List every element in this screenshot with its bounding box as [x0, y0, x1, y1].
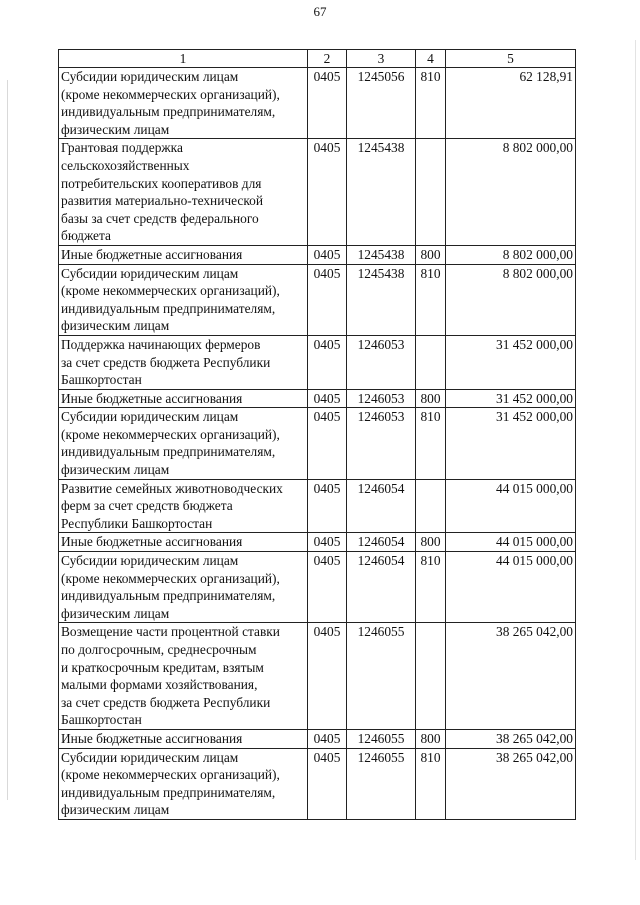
scan-margin-line-left — [7, 80, 8, 800]
table-row — [59, 389, 576, 408]
row-name-cell: Субсидии юридическим лицам (кроме некоммерческих организаций), индивидуальным предпринимателям, физическим лицам — [59, 408, 308, 479]
section-code-cell: 0405 — [308, 533, 347, 552]
target-article-cell: 1246055 — [347, 623, 416, 730]
budget-table-body — [59, 50, 576, 820]
amount-cell: 44 015 000,00 — [446, 533, 576, 552]
amount-cell: 31 452 000,00 — [446, 335, 576, 389]
amount-cell: 62 128,91 — [446, 68, 576, 139]
row-name-cell: Субсидии юридическим лицам (кроме некоммерческих организаций), индивидуальным предпринимателям, физическим лицам — [59, 748, 308, 819]
table-row — [59, 335, 576, 389]
expense-type-cell: 800 — [416, 389, 446, 408]
amount-cell: 38 265 042,00 — [446, 729, 576, 748]
section-code-cell: 0405 — [308, 479, 347, 533]
row-name-cell: Иные бюджетные ассигнования — [59, 533, 308, 552]
row-name-cell: Иные бюджетные ассигнования — [59, 729, 308, 748]
target-article-cell: 1245438 — [347, 139, 416, 246]
amount-cell: 38 265 042,00 — [446, 623, 576, 730]
target-article-cell: 1245056 — [347, 68, 416, 139]
amount-cell: 8 802 000,00 — [446, 245, 576, 264]
section-code-cell: 0405 — [308, 408, 347, 479]
expense-type-cell: 800 — [416, 533, 446, 552]
page-number: 67 — [313, 4, 327, 19]
column-header-5: 5 — [446, 50, 576, 68]
table-row — [59, 729, 576, 748]
target-article-cell: 1246055 — [347, 729, 416, 748]
table-row — [59, 139, 576, 246]
budget-table — [58, 49, 576, 820]
table-row — [59, 533, 576, 552]
section-code-cell: 0405 — [308, 335, 347, 389]
expense-type-cell — [416, 139, 446, 246]
row-name-cell: Субсидии юридическим лицам (кроме некоммерческих организаций), индивидуальным предпринимателям, физическим лицам — [59, 264, 308, 335]
section-code-cell: 0405 — [308, 729, 347, 748]
row-name-cell: Поддержка начинающих фермеров за счет средств бюджета Республики Башкортостан — [59, 335, 308, 389]
row-name-cell: Иные бюджетные ассигнования — [59, 389, 308, 408]
section-code-cell: 0405 — [308, 68, 347, 139]
table-row — [59, 408, 576, 479]
section-code-cell: 0405 — [308, 748, 347, 819]
expense-type-cell — [416, 335, 446, 389]
amount-cell: 44 015 000,00 — [446, 479, 576, 533]
section-code-cell: 0405 — [308, 264, 347, 335]
amount-cell: 44 015 000,00 — [446, 552, 576, 623]
amount-cell: 31 452 000,00 — [446, 408, 576, 479]
section-code-cell: 0405 — [308, 245, 347, 264]
target-article-cell: 1245438 — [347, 264, 416, 335]
target-article-cell: 1246053 — [347, 335, 416, 389]
section-code-cell: 0405 — [308, 389, 347, 408]
row-name-cell: Иные бюджетные ассигнования — [59, 245, 308, 264]
table-row — [59, 264, 576, 335]
expense-type-cell: 810 — [416, 408, 446, 479]
expense-type-cell — [416, 623, 446, 730]
section-code-cell: 0405 — [308, 552, 347, 623]
target-article-cell: 1246053 — [347, 389, 416, 408]
expense-type-cell: 800 — [416, 245, 446, 264]
target-article-cell: 1246055 — [347, 748, 416, 819]
row-name-cell: Развитие семейных животноводческих ферм за счет средств бюджета Республики Башкортостан — [59, 479, 308, 533]
scan-margin-line-right — [635, 40, 636, 860]
expense-type-cell: 800 — [416, 729, 446, 748]
amount-cell: 38 265 042,00 — [446, 748, 576, 819]
table-row — [59, 623, 576, 730]
expense-type-cell: 810 — [416, 748, 446, 819]
row-name-cell: Субсидии юридическим лицам (кроме некоммерческих организаций), индивидуальным предпринимателям, физическим лицам — [59, 552, 308, 623]
expense-type-cell: 810 — [416, 68, 446, 139]
table-row — [59, 68, 576, 139]
amount-cell: 8 802 000,00 — [446, 139, 576, 246]
amount-cell: 31 452 000,00 — [446, 389, 576, 408]
expense-type-cell: 810 — [416, 264, 446, 335]
table-row — [59, 245, 576, 264]
row-name-cell: Грантовая поддержка сельскохозяйственных потребительских кооперативов для развития материально-технической базы за счет средств федерального бюджета — [59, 139, 308, 246]
table-row — [59, 479, 576, 533]
column-header-1: 1 — [59, 50, 308, 68]
section-code-cell: 0405 — [308, 623, 347, 730]
target-article-cell: 1246053 — [347, 408, 416, 479]
amount-cell: 8 802 000,00 — [446, 264, 576, 335]
target-article-cell: 1246054 — [347, 533, 416, 552]
row-name-cell: Возмещение части процентной ставки по долгосрочным, среднесрочным и краткосрочным кредитам, взятым малыми формами хозяйствования, за счет средств бюджета Республики Башкортостан — [59, 623, 308, 730]
target-article-cell: 1246054 — [347, 479, 416, 533]
table-row — [59, 748, 576, 819]
expense-type-cell: 810 — [416, 552, 446, 623]
column-header-2: 2 — [308, 50, 347, 68]
section-code-cell: 0405 — [308, 139, 347, 246]
column-header-3: 3 — [347, 50, 416, 68]
target-article-cell: 1245438 — [347, 245, 416, 264]
row-name-cell: Субсидии юридическим лицам (кроме некоммерческих организаций), индивидуальным предпринимателям, физическим лицам — [59, 68, 308, 139]
table-row — [59, 552, 576, 623]
table-header-row — [59, 50, 576, 68]
target-article-cell: 1246054 — [347, 552, 416, 623]
expense-type-cell — [416, 479, 446, 533]
column-header-4: 4 — [416, 50, 446, 68]
